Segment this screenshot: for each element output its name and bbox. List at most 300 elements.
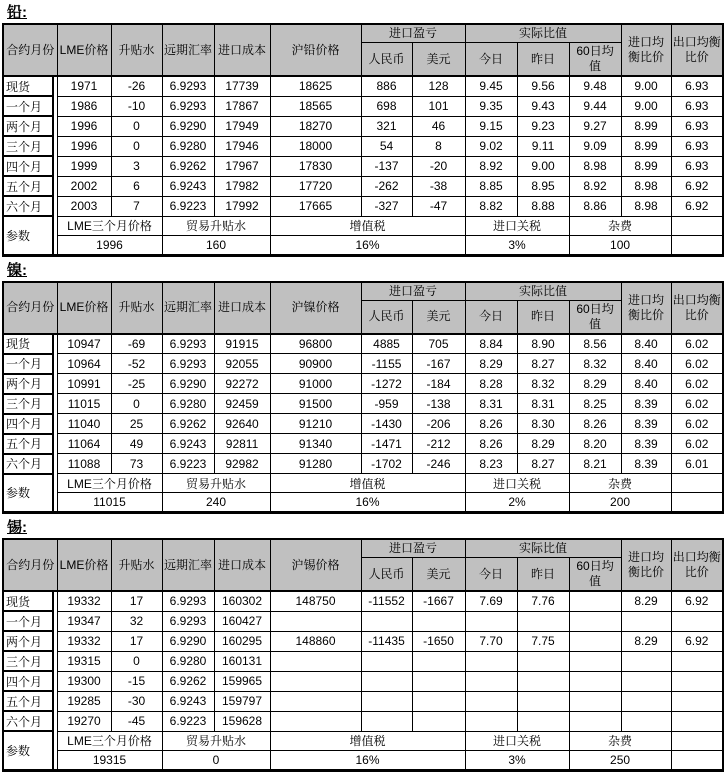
header-forward-fx-rate: 远期汇率 [162,24,214,76]
table-row [3,354,723,374]
cell: 8.99 [621,116,671,136]
cell: 9.43 [517,96,569,116]
cell: -959 [361,394,412,414]
params-name-row [3,731,723,750]
cell: 8.31 [517,394,569,414]
cell: -138 [412,394,465,414]
cell: 17992 [214,196,270,216]
header-import-profit-loss: 进口盈亏 [361,282,465,301]
cell: 17665 [270,196,361,216]
cell: 19270 [57,711,111,731]
cell: 18000 [270,136,361,156]
cell: 6.9293 [162,591,214,611]
cell [671,691,723,711]
cell: 8.29 [465,354,517,374]
cell: -45 [111,711,162,731]
cell: 8.40 [621,374,671,394]
cell: 17 [111,591,162,611]
cell: 19332 [57,631,111,651]
cell: 0 [111,394,162,414]
cell: -20 [412,156,465,176]
cell [569,691,621,711]
cell [517,711,569,731]
row-label: 两个月 [3,631,53,651]
cell [569,651,621,671]
cell: 9.23 [517,116,569,136]
table-row [3,116,723,136]
empty-cell [671,235,723,255]
cell: 6.92 [671,196,723,216]
row-label: 一个月 [3,354,53,374]
header-premium-discount: 升贴水 [111,539,162,591]
cell: 8.98 [621,176,671,196]
cell: 6.93 [671,136,723,156]
cell: 8.86 [569,196,621,216]
params-name-row [3,216,723,235]
table-row [3,651,723,671]
cell: 10991 [57,374,111,394]
cell: -15 [111,671,162,691]
cell: 6.9293 [162,354,214,374]
cell: 159965 [214,671,270,691]
cell: 6.92 [671,176,723,196]
cell: 8.40 [621,354,671,374]
cell: 8.29 [569,374,621,394]
cell: 11040 [57,414,111,434]
header-usd: 美元 [412,558,465,592]
cell [270,651,361,671]
row-label: 三个月 [3,651,53,671]
cell: 9.09 [569,136,621,156]
cell: 19332 [57,591,111,611]
cell [465,671,517,691]
cell: -167 [412,354,465,374]
cell: -137 [361,156,412,176]
cell: -184 [412,374,465,394]
cell: 8.84 [465,334,517,354]
param-name: 增值税 [270,731,465,750]
cell: 17 [111,631,162,651]
param-value: 3% [465,750,569,770]
cell: 8.29 [621,591,671,611]
header-forward-fx-rate: 远期汇率 [162,282,214,334]
cell [671,651,723,671]
cell: 9.00 [621,96,671,116]
cell: 6.9243 [162,176,214,196]
cell: 18270 [270,116,361,136]
row-label: 一个月 [3,96,53,116]
param-value: 0 [162,750,270,770]
cell: 6.01 [671,454,723,474]
header-import-parity-ratio: 进口均衡比价 [621,539,671,591]
cell: 8.82 [465,196,517,216]
cell: 8.98 [569,156,621,176]
cell [270,691,361,711]
cell: 148750 [270,591,361,611]
cell: 8.99 [621,136,671,156]
header-import-parity-ratio: 进口均衡比价 [621,282,671,334]
cell: 6.02 [671,374,723,394]
params-name-row [3,474,723,493]
cell: 8.95 [517,176,569,196]
cell: 8.30 [517,414,569,434]
cell: 8.39 [621,434,671,454]
cell: 6.9280 [162,651,214,671]
cell: -11435 [361,631,412,651]
cell: 32 [111,611,162,631]
header-lme-price: LME价格 [57,539,111,591]
cell: -52 [111,354,162,374]
header-shfe-price: 沪铅价格 [270,24,361,76]
cell [465,611,517,631]
table-row [3,334,723,354]
cell: 49 [111,434,162,454]
cell: 91500 [270,394,361,414]
table-row [3,591,723,611]
cell: 9.35 [465,96,517,116]
lead-table [2,23,724,257]
params-label: 参数 [3,731,53,770]
cell: 6.9262 [162,156,214,176]
empty-cell [671,750,723,770]
param-value: 16% [270,235,465,255]
header-today: 今日 [465,558,517,592]
cell: 6.02 [671,334,723,354]
table-row [3,671,723,691]
cell: -1650 [412,631,465,651]
cell: -11552 [361,591,412,611]
cell: 8.32 [517,374,569,394]
cell: 91340 [270,434,361,454]
row-label: 六个月 [3,711,53,731]
param-value: 240 [162,493,270,513]
param-value: 16% [270,493,465,513]
cell: 19347 [57,611,111,631]
cell: 18625 [270,76,361,96]
cell: 160427 [214,611,270,631]
header-shfe-price: 沪锡价格 [270,539,361,591]
cell: 6.02 [671,434,723,454]
cell: -212 [412,434,465,454]
cell [412,691,465,711]
cell: 6.9293 [162,96,214,116]
header-today: 今日 [465,43,517,77]
cell [569,671,621,691]
header-import-cost: 进口成本 [214,282,270,334]
header-import-profit-loss: 进口盈亏 [361,24,465,43]
lead-section [7,4,724,21]
header-actual-ratio: 实际比值 [465,24,621,43]
empty-cell [671,216,723,235]
cell [412,711,465,731]
cell [270,611,361,631]
row-label: 五个月 [3,434,53,454]
cell: 92640 [214,414,270,434]
cell: 8.20 [569,434,621,454]
row-label: 两个月 [3,116,53,136]
cell: 8.32 [569,354,621,374]
cell: 19315 [57,651,111,671]
header-cny: 人民币 [361,300,412,334]
cell: 8.27 [517,354,569,374]
tin-table [2,538,724,772]
header-premium-discount: 升贴水 [111,282,162,334]
cell: 92055 [214,354,270,374]
cell: 18565 [270,96,361,116]
cell: 17867 [214,96,270,116]
cell: 9.48 [569,76,621,96]
cell: -262 [361,176,412,196]
cell: 25 [111,414,162,434]
cell: 8.26 [569,414,621,434]
cell: -327 [361,196,412,216]
row-label: 三个月 [3,394,53,414]
cell: 2002 [57,176,111,196]
cell: -246 [412,454,465,474]
params-value-row [3,235,723,255]
row-label: 五个月 [3,176,53,196]
cell: 8.92 [569,176,621,196]
cell: 46 [412,116,465,136]
param-name: LME三个月价格 [57,731,162,750]
cell: 6.9223 [162,711,214,731]
cell: 8.99 [621,156,671,176]
param-value: 1996 [57,235,162,255]
param-value: 160 [162,235,270,255]
cell: 7.76 [517,591,569,611]
empty-cell [671,474,723,493]
cell: 6.9243 [162,691,214,711]
cell: 1971 [57,76,111,96]
params-value-row [3,750,723,770]
cell [517,691,569,711]
cell: 160295 [214,631,270,651]
cell: 92811 [214,434,270,454]
header-import-parity-ratio: 进口均衡比价 [621,24,671,76]
cell: 8.85 [465,176,517,196]
cell: 6.93 [671,156,723,176]
cell: 4885 [361,334,412,354]
cell: 9.56 [517,76,569,96]
cell: 17830 [270,156,361,176]
row-label: 五个月 [3,691,53,711]
cell: 6.9293 [162,611,214,631]
cell [621,671,671,691]
cell: 9.45 [465,76,517,96]
cell [569,631,621,651]
table-title-nickel: 镍: [7,261,27,279]
header-yesterday: 昨日 [517,300,569,334]
cell: 10947 [57,334,111,354]
header-import-profit-loss: 进口盈亏 [361,539,465,558]
cell: 7 [111,196,162,216]
cell [517,611,569,631]
header-premium-discount: 升贴水 [111,24,162,76]
cell: 6.9280 [162,136,214,156]
header-forward-fx-rate: 远期汇率 [162,539,214,591]
cell: 17739 [214,76,270,96]
cell: 92459 [214,394,270,414]
cell: 8.90 [517,334,569,354]
cell: -25 [111,374,162,394]
header-cny: 人民币 [361,43,412,77]
table-title-lead: 铅: [7,4,27,21]
param-value: 19315 [57,750,162,770]
cell [270,671,361,691]
cell [361,651,412,671]
cell: 6.92 [671,631,723,651]
cell: 17949 [214,116,270,136]
cell: 0 [111,136,162,156]
cell: -1430 [361,414,412,434]
cell [412,671,465,691]
cell: 7.69 [465,591,517,611]
cell [671,611,723,631]
header-export-parity-ratio: 出口均衡比价 [671,539,723,591]
header-yesterday: 昨日 [517,43,569,77]
table-row [3,156,723,176]
header-actual-ratio: 实际比值 [465,282,621,301]
row-label: 两个月 [3,374,53,394]
cell [671,671,723,691]
table-row [3,414,723,434]
header-usd: 美元 [412,43,465,77]
header-usd: 美元 [412,300,465,334]
cell: 6.02 [671,354,723,374]
row-label: 现货 [3,334,53,354]
cell: -1702 [361,454,412,474]
param-name: 进口关税 [465,216,569,235]
table-row [3,96,723,116]
cell: 90900 [270,354,361,374]
cell: 6.9262 [162,671,214,691]
param-name: 进口关税 [465,474,569,493]
cell: 6.9223 [162,454,214,474]
header-actual-ratio: 实际比值 [465,539,621,558]
params-label: 参数 [3,474,53,513]
cell: 91210 [270,414,361,434]
cell: 9.15 [465,116,517,136]
table-row [3,454,723,474]
header-today: 今日 [465,300,517,334]
cell: 0 [111,116,162,136]
param-value: 250 [569,750,671,770]
cell: 19285 [57,691,111,711]
table-title-tin: 锡: [7,519,27,536]
cell [621,651,671,671]
cell [621,691,671,711]
empty-cell [671,493,723,513]
cell: 128 [412,76,465,96]
row-label: 四个月 [3,156,53,176]
cell: -47 [412,196,465,216]
cell: 1996 [57,136,111,156]
cell: 7.70 [465,631,517,651]
row-label: 六个月 [3,196,53,216]
cell: 8.98 [621,196,671,216]
cell: -69 [111,334,162,354]
cell: 6.9280 [162,394,214,414]
param-value: 100 [569,235,671,255]
header-row-group [3,282,723,301]
cell: 1996 [57,116,111,136]
cell [569,711,621,731]
param-name: 杂费 [569,474,671,493]
header-shfe-price: 沪镍价格 [270,282,361,334]
cell: 10964 [57,354,111,374]
cell [621,711,671,731]
row-label: 四个月 [3,414,53,434]
cell: 6.93 [671,76,723,96]
params-value-row [3,493,723,513]
table-row [3,631,723,651]
cell: 9.02 [465,136,517,156]
params-label: 参数 [3,216,53,255]
cell: 6.9290 [162,631,214,651]
cell: 3 [111,156,162,176]
cell: 9.27 [569,116,621,136]
cell: 0 [111,651,162,671]
cell: 9.00 [517,156,569,176]
cell: -1667 [412,591,465,611]
cell: -26 [111,76,162,96]
cell: 6.9293 [162,76,214,96]
cell: 8.29 [621,631,671,651]
cell: 91000 [270,374,361,394]
cell: -206 [412,414,465,434]
param-value: 2% [465,493,569,513]
cell: 73 [111,454,162,474]
cell: 6.9243 [162,434,214,454]
cell [569,591,621,611]
cell [569,611,621,631]
cell: 1986 [57,96,111,116]
header-avg-60d: 60日均值 [569,43,621,77]
cell: 8.31 [465,394,517,414]
cell: 17720 [270,176,361,196]
param-name: 贸易升贴水 [162,216,270,235]
header-export-parity-ratio: 出口均衡比价 [671,24,723,76]
cell: 8.39 [621,414,671,434]
cell: 6.9290 [162,374,214,394]
cell: 6.9293 [162,334,214,354]
cell: 9.00 [621,76,671,96]
cell: 6.9290 [162,116,214,136]
cell: 17982 [214,176,270,196]
header-lme-price: LME价格 [57,24,111,76]
cell: 91915 [214,334,270,354]
table-row [3,394,723,414]
row-label: 一个月 [3,611,53,631]
cell: 91280 [270,454,361,474]
cell: 19300 [57,671,111,691]
cell: 698 [361,96,412,116]
cell: 8.26 [465,434,517,454]
cell: 8.39 [621,394,671,414]
header-contract-month: 合约月份 [3,24,57,76]
cell: -10 [111,96,162,116]
row-label: 六个月 [3,454,53,474]
cell: 8.88 [517,196,569,216]
cell: 6 [111,176,162,196]
cell: 101 [412,96,465,116]
cell: -1471 [361,434,412,454]
table-row [3,76,723,96]
header-contract-month: 合约月份 [3,282,57,334]
table-row [3,196,723,216]
cell [361,711,412,731]
cell: 92272 [214,374,270,394]
